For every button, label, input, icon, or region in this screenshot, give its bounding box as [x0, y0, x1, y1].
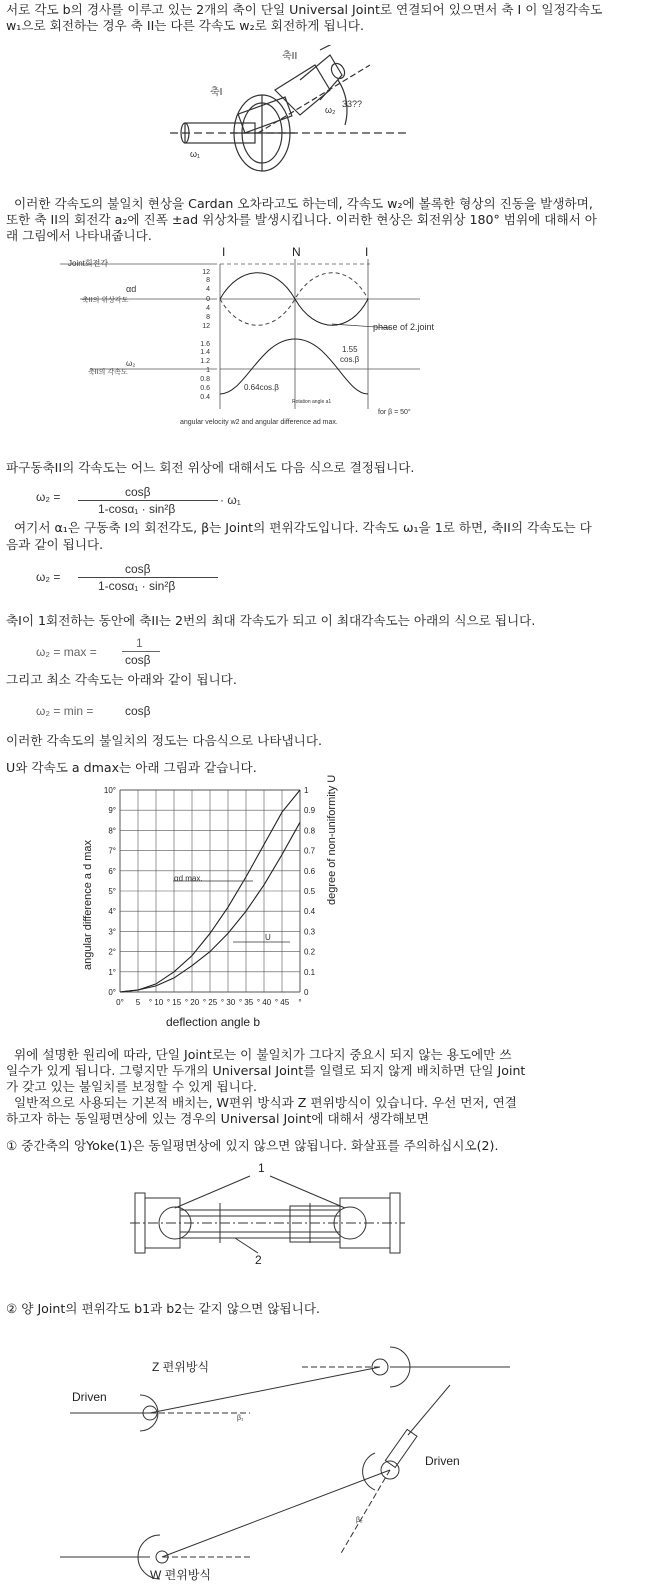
formula-2-bar	[78, 577, 218, 578]
formula-1-denominator: 1-cosα₁ · sin²β	[98, 502, 176, 516]
y-tick-label: 0°	[108, 988, 116, 997]
max-intro: 축I이 1회전하는 동안에 축II는 2번의 최대 각속도가 되고 이 최대각속도는 아래의 식으로 됩니다.	[6, 613, 536, 628]
w-offset-label: W 편위방식	[150, 1568, 212, 1582]
y2-tick-label: 0.7	[304, 846, 316, 856]
row-joint-label: Joint회전각	[68, 259, 109, 268]
definitions-line-2: 음과 같이 됩니다.	[6, 537, 104, 552]
formula-1-lhs: ω₂ =	[36, 490, 61, 504]
principle-line-4: 일반적으로 사용되는 기본적 배치는, W편위 방식과 Z 편위방식이 있습니다. 우선 먼저, 연결	[14, 1095, 517, 1110]
marker-n: N	[292, 245, 301, 259]
min-annotation: 0.64cos.β	[244, 383, 279, 392]
y2-tick-label: 0.6	[304, 866, 316, 876]
offset-arrangement-diagram	[50, 1325, 530, 1590]
y2-tick-label: 1	[304, 786, 309, 795]
y-tick-label: 10°	[103, 786, 116, 795]
phase-velocity-diagram	[60, 244, 480, 434]
y2-tick-label: 0.8	[304, 826, 316, 836]
formula-max-lhs: ω₂ = max =	[36, 645, 97, 659]
y-tick-label: 2°	[108, 947, 116, 957]
max-annotation: 1.55	[342, 345, 358, 354]
beta-2-label: β₂	[356, 1517, 363, 1524]
formula-1-numerator: cosβ	[125, 485, 151, 499]
tick-upper-2: 4	[206, 286, 210, 293]
diagram-caption: angular velocity w2 and angular difference ad max.	[180, 419, 338, 426]
y2-axis-title: degree of non-uniformity U	[326, 775, 338, 905]
angle-label: 33??	[342, 99, 363, 109]
rule-2: ② 양 Joint의 편위각도 b1과 b2는 같지 않으면 않됩니다.	[6, 1301, 320, 1316]
phase-annotation: phase of 2.joint	[373, 322, 435, 332]
y-tick-label: 3°	[108, 927, 116, 937]
beta-annotation: for β = 50°	[378, 409, 411, 416]
y-tick-label: 6°	[108, 866, 116, 876]
x-tick-label: ° 40	[256, 998, 272, 1007]
principle-line-2: 일수가 있게 됩니다. 그렇지만 두개의 Universal Joint를 일렬로 되지 않게 배치하면 단일 Joint	[6, 1063, 526, 1078]
tick-lower-3: 1	[206, 367, 210, 374]
x-tick-label: ° 30	[220, 998, 236, 1007]
x-tick-label: ° 25	[202, 998, 218, 1007]
non-uniformity-chart	[75, 775, 355, 1035]
callout-2: 2	[255, 1253, 262, 1267]
omega-2-row-label: ω₂	[126, 359, 136, 368]
cardan-line-1: 이러한 각속도의 불일치 현상을 Cardan 오차라고도 하는데, 각속도 w₂에 볼록한 형상의 진동을 발생하며,	[14, 196, 593, 211]
tick-lower-2: 1.2	[200, 358, 210, 365]
y2-tick-label: 0.1	[304, 967, 316, 977]
tick-upper-4: 4	[206, 305, 210, 312]
driven-label-top: Driven	[72, 1390, 107, 1404]
x-tick-label: 5	[135, 998, 141, 1007]
row-velocity-label: 축II의 각속도	[88, 369, 128, 376]
y-tick-label: 7°	[108, 846, 116, 856]
min-intro: 그리고 최소 각속도는 아래와 같이 됩니다.	[6, 672, 237, 687]
tick-lower-6: 0.4	[200, 394, 210, 401]
y2-tick-label: 0.9	[304, 806, 316, 816]
intro-line-2: w₁으로 회전하는 경우 축 II는 다른 각속도 w₂로 회전하게 됩니다.	[6, 18, 364, 33]
formula-1-bar	[78, 500, 218, 501]
max-cos-annotation: cos.β	[340, 355, 360, 364]
tick-upper-6: 12	[202, 323, 210, 330]
series-u-label: U	[265, 933, 271, 942]
formula-2-denominator: 1-cosα₁ · sin²β	[98, 579, 176, 593]
principle-line-5: 하고자 하는 동일평면상에 있는 경우의 Universal Joint에 대해서 생각해보면	[6, 1111, 429, 1126]
principle-line-3: 가 갖고 있는 불일치를 보정할 수 있게 됩니다.	[6, 1079, 258, 1094]
y-tick-label: 9°	[108, 806, 116, 816]
row-phase-label: 축II의 위상각도	[82, 297, 129, 304]
y2-tick-label: 0.2	[304, 947, 316, 957]
shaft-2-label: 축II	[282, 51, 298, 62]
x-tick-label: ° 15	[166, 998, 182, 1007]
omega-1-label: ω₁	[190, 149, 201, 159]
y-tick-label: 1°	[108, 967, 116, 977]
tick-lower-0: 1.6	[200, 341, 210, 348]
formula-2-lhs: ω₂ =	[36, 570, 61, 584]
x-tick-label: ° 10	[148, 998, 164, 1007]
nonuniformity-intro: 이러한 각속도의 불일치의 정도는 다음식으로 나타냅니다.	[6, 733, 322, 748]
callout-1: 1	[258, 1161, 265, 1175]
tick-upper-3: 0	[206, 296, 210, 303]
z-offset-label: Z 편위방식	[152, 1360, 210, 1374]
rule-1: ① 중간축의 앙Yoke(1)은 동일평면상에 있지 않으면 않됩니다. 화살표를 주의하십시오(2).	[6, 1138, 499, 1153]
y2-tick-label: 0.4	[304, 907, 316, 917]
rotation-annotation: Rotation angle a1	[292, 399, 332, 405]
x-tick-label: °	[298, 998, 302, 1007]
formula-min-lhs: ω₂ = min =	[36, 704, 94, 718]
tick-upper-5: 8	[206, 314, 210, 321]
cardan-line-3: 래 그림에서 나타내줍니다.	[6, 228, 152, 243]
x-tick-label: ° 45	[274, 998, 290, 1007]
formula-min-value: cosβ	[125, 704, 151, 718]
beta-1-label: β₁	[237, 1415, 244, 1422]
alpha-d-label: αd	[126, 284, 137, 294]
universal-joint-sketch	[170, 45, 430, 175]
formula-intro: 파구동축II의 각속도는 어느 회전 위상에 대해서도 다음 식으로 결정됩니다.	[6, 460, 415, 475]
tick-lower-5: 0.6	[200, 385, 210, 392]
definitions-line-1: 여기서 α₁은 구동축 I의 회전각도, β는 Joint의 편위각도입니다. 각속도 ω₁을 1로 하면, 축II의 각속도는 다	[14, 520, 592, 535]
marker-i-left: I	[222, 245, 226, 259]
formula-2-numerator: cosβ	[125, 562, 151, 576]
principle-line-1: 위에 설명한 원리에 따라, 단일 Joint로는 이 불일치가 그다지 중요시 되지 않는 용도에만 쓰	[14, 1047, 512, 1062]
shaft-1-label: 축I	[210, 87, 223, 98]
tick-upper-0: 12	[202, 269, 210, 276]
cardan-line-2: 또한 축 II의 회전각 a₂에 진폭 ±ad 위상차를 발생시킵니다. 이러한 현상은 회전위상 180° 범위에 대해서 아	[6, 212, 597, 227]
drive-shaft-drawing	[130, 1158, 520, 1273]
intro-line-1: 서로 각도 b의 경사를 이루고 있는 2개의 축이 단일 Universal Joint로 연결되어 있으면서 축 I 이 일정각속도	[6, 2, 603, 17]
series-ad-label: αd max.	[174, 874, 203, 883]
y-axis-title: angular difference a d max	[82, 839, 94, 970]
y-tick-label: 4°	[108, 907, 116, 917]
formula-max-numerator: 1	[136, 636, 143, 650]
y-tick-label: 8°	[108, 826, 116, 836]
tick-lower-4: 0.8	[200, 376, 210, 383]
omega-2-label: ω₂	[325, 105, 336, 115]
tick-upper-1: 8	[206, 277, 210, 284]
y2-tick-label: 0.5	[304, 887, 316, 896]
formula-1-times: · ω₁	[220, 493, 241, 507]
marker-i-right: I	[365, 245, 369, 259]
formula-max-denominator: cosβ	[125, 653, 151, 667]
tick-lower-1: 1.4	[200, 349, 210, 356]
x-tick-label: ° 20	[184, 998, 200, 1007]
x-axis-title: deflection angle b	[166, 1015, 261, 1029]
x-tick-label: ° 35	[238, 998, 254, 1007]
chart-intro: U와 각속도 a dmax는 아래 그림과 같습니다.	[6, 760, 257, 775]
y-tick-label: 5°	[108, 887, 116, 896]
driven-label-bottom: Driven	[425, 1454, 460, 1468]
y2-tick-label: 0.3	[304, 927, 316, 937]
formula-max-bar	[122, 651, 160, 652]
y2-tick-label: 0	[304, 988, 309, 997]
x-tick-label: 0°	[116, 998, 124, 1007]
